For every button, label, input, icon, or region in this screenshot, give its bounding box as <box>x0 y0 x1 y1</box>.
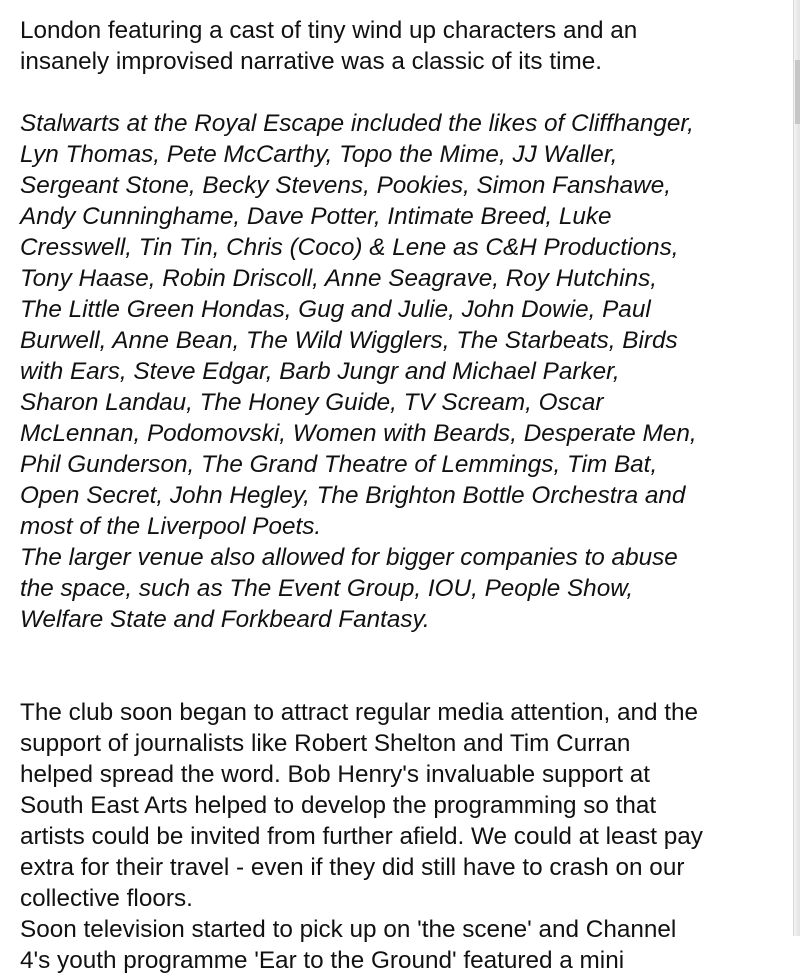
stalwarts-line: Tony Haase, Robin Driscoll, Anne Seagrave, Roy Hutchins, <box>20 265 657 292</box>
stalwarts-line: Open Secret, John Hegley, The Brighton Bottle Orchestra and <box>20 482 686 509</box>
media-line: support of journalists like Robert Shelton and Tim Curran <box>20 730 631 757</box>
venue-line: the space, such as The Event Group, IOU, People Show, <box>20 575 634 602</box>
stalwarts-line: with Ears, Steve Edgar, Barb Jungr and Michael Parker, <box>20 358 620 385</box>
cut-off-line <box>20 0 790 15</box>
media-line: collective floors. <box>20 885 193 912</box>
stalwarts-line: Cresswell, Tin Tin, Chris (Coco) & Lene as C&H Productions, <box>20 234 679 261</box>
stalwarts-line: McLennan, Podomovski, Women with Beards, Desperate Men, <box>20 420 697 447</box>
stalwarts-paragraph <box>20 108 790 542</box>
stalwarts-line: Andy Cunninghame, Dave Potter, Intimate Breed, Luke <box>20 203 612 230</box>
vertical-scrollbar[interactable] <box>793 0 800 936</box>
stalwarts-line: most of the Liverpool Poets. <box>20 513 322 540</box>
media-line: extra for their travel - even if they did still have to crash on our <box>20 854 685 881</box>
stalwarts-line: Phil Gunderson, The Grand Theatre of Lemmings, Tim Bat, <box>20 451 658 478</box>
media-line: helped spread the word. Bob Henry's invaluable support at <box>20 761 650 788</box>
media-paragraph <box>20 697 790 914</box>
tv-line: 4's youth programme 'Ear to the Ground' featured a mini <box>20 947 625 974</box>
media-line: The club soon began to attract regular media attention, and the <box>20 699 699 726</box>
stalwarts-line: Sharon Landau, The Honey Guide, TV Scream, Oscar <box>20 389 604 416</box>
media-line: South East Arts helped to develop the programming so that <box>20 792 657 819</box>
tv-paragraph <box>20 914 790 976</box>
scrollbar-thumb[interactable] <box>795 60 800 124</box>
paragraph-spacer <box>20 635 790 697</box>
venue-line: Welfare State and Forkbeard Fantasy. <box>20 606 430 633</box>
document-body <box>20 0 790 976</box>
intro-line: insanely improvised narrative was a classic of its time. <box>20 48 602 75</box>
stalwarts-line: The Little Green Hondas, Gug and Julie, John Dowie, Paul <box>20 296 651 323</box>
tv-line: Soon television started to pick up on 'the scene' and Channel <box>20 916 677 943</box>
stalwarts-line: Stalwarts at the Royal Escape included the likes of Cliffhanger, <box>20 110 694 137</box>
paragraph-spacer <box>20 77 790 108</box>
stalwarts-line: Sergeant Stone, Becky Stevens, Pookies, Simon Fanshawe, <box>20 172 671 199</box>
media-line: artists could be invited from further afield. We could at least pay <box>20 823 703 850</box>
stalwarts-line: Burwell, Anne Bean, The Wild Wigglers, The Starbeats, Birds <box>20 327 678 354</box>
venue-line: The larger venue also allowed for bigger companies to abuse <box>20 544 678 571</box>
stalwarts-line: Lyn Thomas, Pete McCarthy, Topo the Mime, JJ Waller, <box>20 141 618 168</box>
intro-line: London featuring a cast of tiny wind up characters and an <box>20 17 638 44</box>
venue-paragraph <box>20 542 790 635</box>
